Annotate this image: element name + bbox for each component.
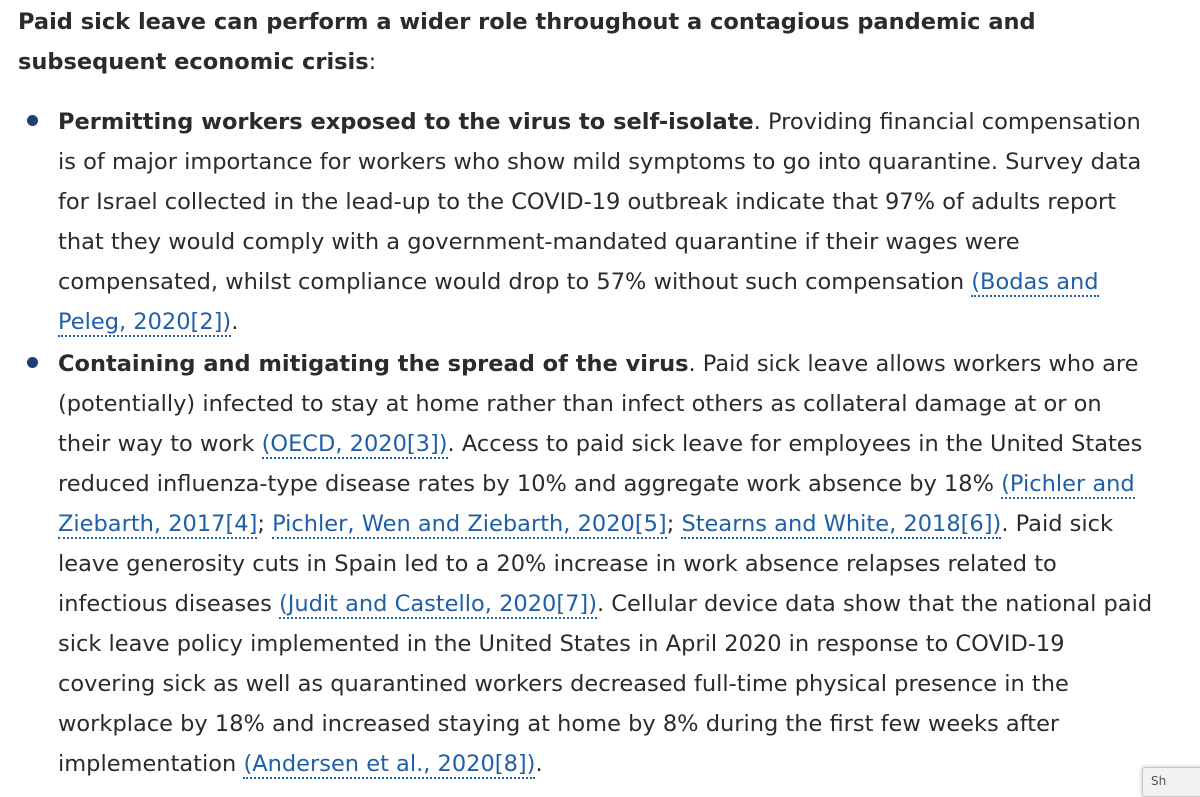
citation-link-pichler-ziebarth[interactable]: (Pichler and Ziebarth, 2017[4] [58,471,1135,537]
bullet-text: . Cellular device data show that the national paid sick leave policy implemented in the United States in April 2020 in response to COVID-19 covering sick as well as quarantined workers decreased full-time physical presence in the workplace by 18% and increased staying at home by 8% during the first few weeks after implementation [58,591,1153,777]
bullet-dot-icon [27,115,38,126]
citation-link-stearns-white[interactable]: Stearns and White, 2018[6]) [681,511,1002,537]
bullet-text: . Paid sick leave allows workers who are (potentially) infected to stay at home rather than infect others as collateral damage at or on their way to work [58,351,1139,457]
citation-link-pichler-wen-ziebarth[interactable]: Pichler, Wen and Ziebarth, 2020[5] [272,511,667,537]
intro-paragraph [18,2,1188,82]
bullet-lead: Containing and mitigating the spread of the virus [58,351,689,377]
bullet-text: . Access to paid sick leave for employees in the United States reduced influenza-type disease rates by 10% and aggregate work absence by 18% [58,431,1143,497]
bullet-text: . Providing financial compensation is of major importance for workers who show mild symptoms to go into quarantine. Survey data for Israel collected in the lead-up to the COVID-19 outbreak indicate that 97% of adults report that they would comply with a government-mandated quarantine if their wages were compensated, whilst compliance would drop to 57% without such compensation [58,109,1142,295]
bullet-dot-icon [27,357,38,368]
citation-separator: ; [666,511,682,537]
citation-link-bodas-peleg[interactable]: (Bodas and Peleg, 2020[2]) [58,269,1099,335]
bullet-end: . [231,309,239,335]
share-button[interactable] [1142,767,1200,797]
share-button-label: Sh [1151,774,1167,788]
bullet-self-isolate [0,102,1200,342]
intro-colon: : [368,49,377,75]
citation-link-oecd[interactable]: (OECD, 2020[3]) [261,431,448,457]
citation-link-judit-castello[interactable]: (Judit and Castello, 2020[7]) [278,591,597,617]
bullet-lead: Permitting workers exposed to the virus to self-isolate [58,109,754,135]
citation-link-andersen[interactable]: (Andersen et al., 2020[8]) [243,751,536,777]
bullet-containing-spread [0,344,1200,784]
citation-separator: ; [257,511,273,537]
bullet-text: . Paid sick leave generosity cuts in Spain led to a 20% increase in work absence relapses related to infectious diseases [58,511,1114,617]
intro-bold-text: Paid sick leave can perform a wider role throughout a contagious pandemic and subsequent economic crisis [18,9,1036,75]
bullet-end: . [535,751,543,777]
bullet-list [0,102,1200,784]
